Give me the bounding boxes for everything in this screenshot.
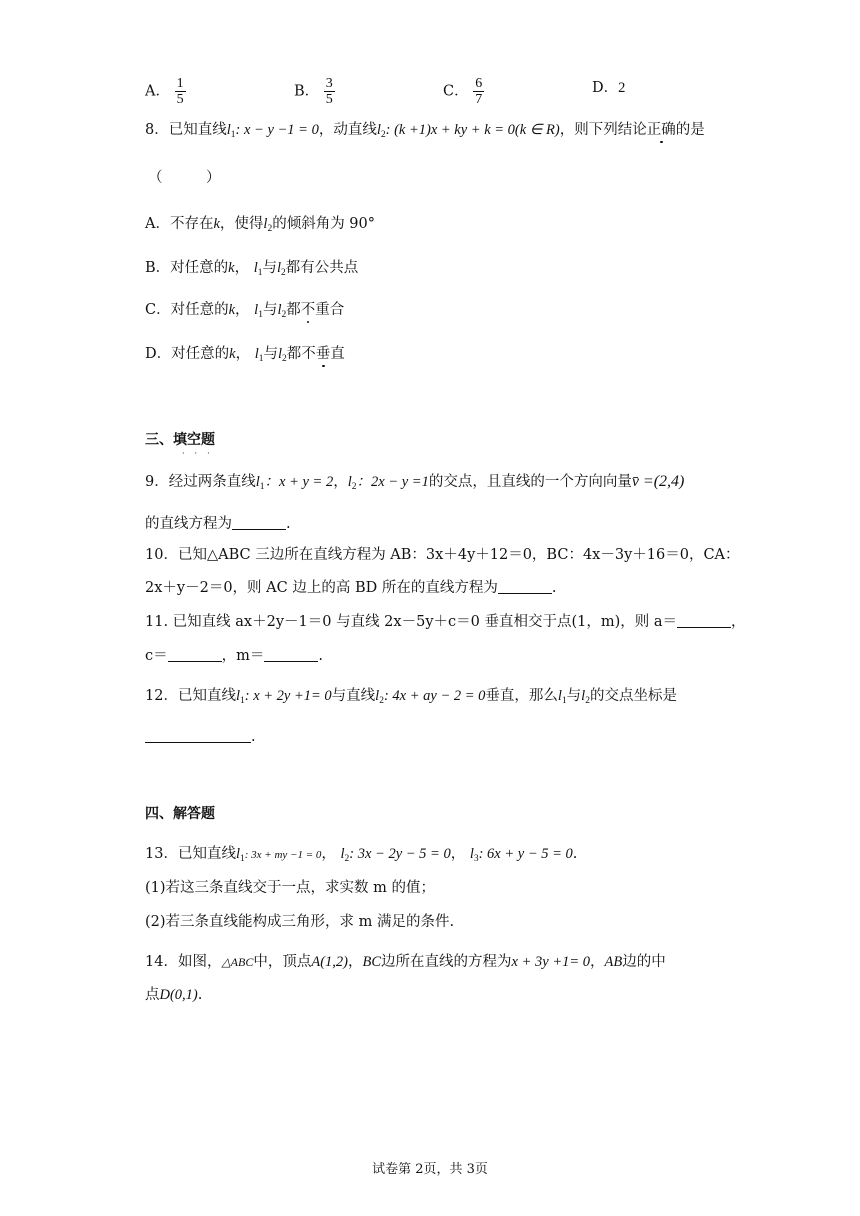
answer-blank-c[interactable] <box>168 647 222 662</box>
q8-option-a: A．不存在k，使得$l_2$的倾斜角为 90° <box>145 216 376 234</box>
page-footer: 试卷第 2页，共 3页 <box>372 1162 488 1177</box>
q9-stem: 9．经过两条直线$l_1$：x + y = 2，$l_2$：2x − y =1的交点，且直线的一个方向向量v̄ =(2,4) <box>145 473 685 492</box>
q7-option-a: A． $\frac{1}{5}$ <box>145 76 184 107</box>
q7-option-b: B． $\frac{3}{5}$ <box>294 76 333 107</box>
q9-line2: 的直线方程为 . <box>145 516 291 532</box>
q10-line2: 2x＋y－2＝0，则 AC 边上的高 BD 所在的直线方程为 . <box>145 580 557 596</box>
q8-answer-paren: （ ） <box>148 170 221 186</box>
q11-line1: 11. 已知直线 ax＋2y－1＝0 与直线 2x－5y＋c＝0 垂直相交于点(1，m)，则 a＝ ， <box>145 614 746 630</box>
q8-option-d: D．对任意的k， $l_1$与$l_2$都不垂直 <box>145 346 345 364</box>
q8-option-c: C．对任意的k， $l_1$与$l_2$都不重合 <box>145 302 345 320</box>
q7-option-d: D．2 <box>592 80 626 96</box>
emphasis-dots: ··· <box>182 449 220 458</box>
fraction-1-5: $\frac{1}{5}$ <box>176 76 184 107</box>
q8-option-b: B．对任意的k， $l_1$与$l_2$都有公共点 <box>145 260 359 278</box>
section4-title: 四、解答题 <box>145 806 215 822</box>
q12-stem: 12．已知直线$l_1$: x + 2y +1= 0与直线$l_2$: 4x + ay − 2 = 0垂直，那么$l_1$与$l_2$的交点坐标是 <box>145 688 677 706</box>
q10-line1: 10．已知△ABC 三边所在直线方程为 AB：3x＋4y＋12＝0，BC：4x－3y＋16＝0，CA： <box>145 547 740 563</box>
q14-line1: 14．如图，△ABC中，顶点A(1,2)，BC边所在直线的方程为x + 3y +1= 0，AB边的中 <box>145 954 666 970</box>
q13-stem: 13．已知直线$l_1$: 3x + my −1 = 0， $l_2$: 3x − 2y − 5 = 0， $l_3$: 6x + y − 5 = 0. <box>145 846 578 864</box>
q12-line2: . <box>145 727 256 747</box>
fraction-3-5: $\frac{3}{5}$ <box>325 76 333 107</box>
q13-part2: (2)若三条直线能构成三角形，求 m 满足的条件. <box>145 914 455 930</box>
fraction-6-7: $\frac{6}{7}$ <box>475 76 483 107</box>
answer-blank[interactable] <box>145 728 251 743</box>
section3-title: 三、填空题 <box>145 432 215 448</box>
answer-blank[interactable] <box>232 515 286 530</box>
answer-blank-a[interactable] <box>677 613 731 628</box>
q8-stem: 8．已知直线$l_1$: x − y −1 = 0，动直线$l_2$: (k +1)x + ky + k = 0(k ∈ R)，则下列结论正确的是 <box>145 122 705 140</box>
q11-line2: c＝ ，m＝ . <box>145 648 323 664</box>
q13-part1: (1)若这三条直线交于一点，求实数 m 的值； <box>145 880 436 896</box>
q14-line2: 点D(0,1). <box>145 987 203 1003</box>
q7-option-c: C． $\frac{6}{7}$ <box>443 76 483 107</box>
answer-blank[interactable] <box>498 579 552 594</box>
section-title-solve <box>145 804 215 824</box>
answer-blank-m[interactable] <box>264 647 318 662</box>
